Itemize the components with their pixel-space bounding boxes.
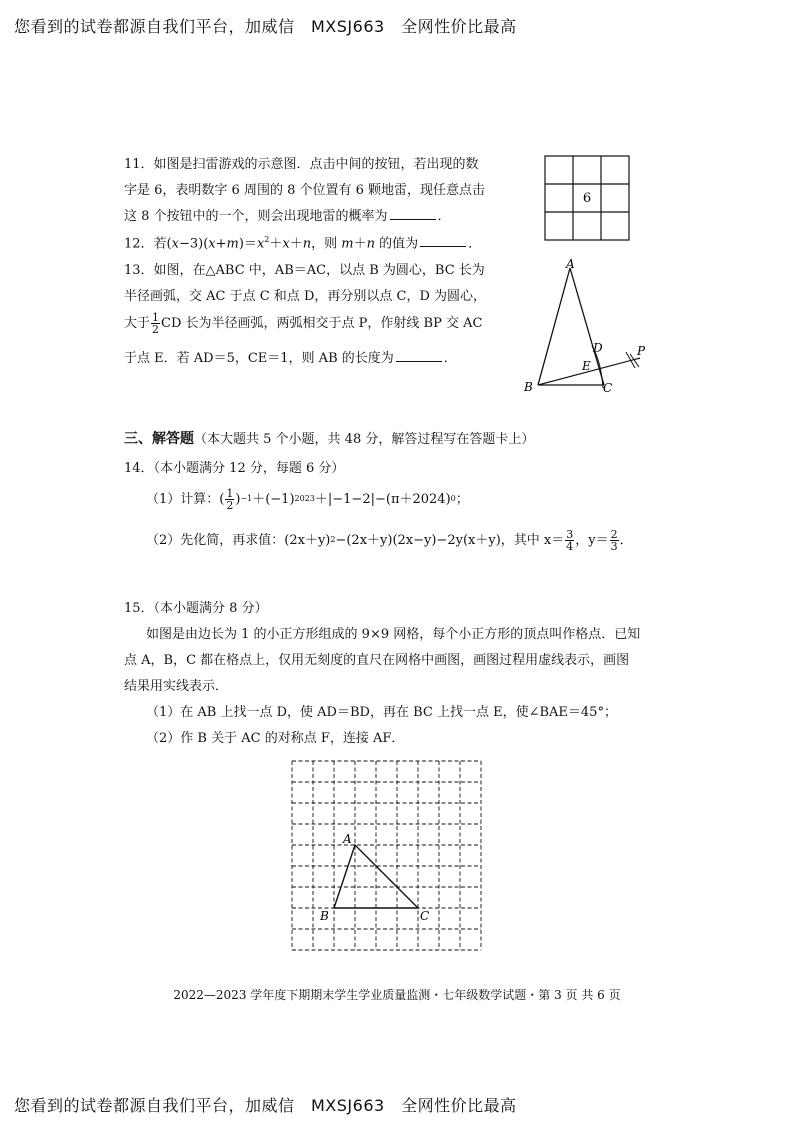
q13-line3	[124, 310, 482, 336]
q14-p1-exp2: 2023	[294, 494, 315, 503]
q12-n: n	[302, 236, 312, 252]
q12-mid3: )＝	[238, 236, 257, 252]
q14-p1-end: ；	[455, 491, 469, 507]
q15-sub1: （1）在 AB 上找一点 D，使 AD＝BD，再在 BC 上找一点 E，使∠BAE＝45°；	[146, 705, 617, 720]
q13-line3-post: CD 长为半径画弧，两弧相交于点 P，作射线 BP 交 AC	[161, 315, 483, 331]
section3-title: 三、解答题	[124, 431, 194, 447]
triangle-figure	[518, 256, 658, 402]
page-footer: 2022—2023 学年度下期期末学生学业质量监测・七年级数学试题・第 3 页 共 6 页	[173, 988, 621, 1002]
section3-note: （本大题共 5 个小题，共 48 分，解答过程写在答题卡上）	[194, 432, 535, 447]
q12-x2: x	[208, 236, 216, 252]
q14-p1-post: ＋|−1−2|−(π＋2024)	[314, 491, 451, 507]
q14-p2-f2-den: 3	[610, 539, 618, 553]
q14-p1-mid: ＋(−1)	[252, 491, 295, 507]
q12-m2: m	[341, 236, 354, 252]
q15-sub2: （2）作 B 关于 AC 的对称点 F，连接 AF．	[146, 731, 405, 746]
q12-x: x	[171, 236, 179, 252]
q14-p1-fraction	[225, 488, 234, 511]
q15-header: 15．（本小题满分 8 分）	[124, 601, 268, 616]
q11-line3-end: ．	[437, 209, 451, 224]
grid-label-A: A	[343, 832, 352, 846]
q14-p1-pre: （1）计算：(	[146, 491, 225, 507]
q12-mid5: ＋	[289, 236, 303, 252]
q13-line4-text: 于点 E．若 AD＝5，CE＝1，则 AB 的长度为	[124, 351, 394, 366]
q13-line4-end: ．	[443, 351, 457, 366]
q11-line3	[124, 210, 451, 223]
q13-line1: 13．如图，在△ABC 中，AB＝AC，以点 B 为圆心，BC 长为	[124, 263, 485, 278]
q14-part2	[146, 523, 633, 557]
q12-x4: x	[282, 236, 290, 252]
bottom-banner: 您看到的试卷都源自我们平台，加威信 MXSJ663 全网性价比最高	[14, 1096, 517, 1115]
q13-line2: 半径画弧，交 AC 于点 C 和点 D，再分别以点 C，D 为圆心，	[124, 289, 487, 304]
q11-answer-blank[interactable]	[390, 218, 436, 220]
q14-p1-close-paren: )	[235, 491, 241, 507]
q12-end: ．	[468, 236, 482, 252]
top-banner: 您看到的试卷都源自我们平台，加威信 MXSJ663 全网性价比最高	[14, 17, 517, 36]
q15-line2: 点 A，B，C 都在格点上，仅用无刻度的直尺在网格中画图，画图过程用虚线表示，画图	[124, 653, 630, 668]
grid-label-B: B	[320, 909, 329, 923]
q14-p2-pre: （2）先化简，再求值：(2x＋y)	[146, 532, 331, 548]
q14-p1-exp3: 0	[450, 494, 456, 503]
q14-p1-frac-num: 1	[226, 486, 234, 500]
q14-p2-fraction2	[610, 529, 619, 552]
q13-frac-num: 1	[152, 310, 160, 324]
triangle-construction-icon	[518, 256, 658, 398]
q14-p1-exp1: −1	[240, 494, 253, 503]
square-grid-icon	[288, 757, 488, 957]
minesweeper-grid-icon	[544, 155, 630, 241]
q14-p2-sep: ，y＝	[575, 532, 609, 548]
q14-header: 14．（本小题满分 12 分，每题 6 分）	[124, 461, 345, 476]
q12-m: m	[226, 236, 239, 252]
q14-p2-f1-num: 3	[566, 527, 574, 541]
q13-answer-blank[interactable]	[396, 360, 442, 362]
q13-line4	[124, 352, 457, 365]
q14-p2-exp: 2	[330, 535, 336, 544]
grid-figure	[288, 757, 488, 961]
q11-line1: 11．如图是扫雷游戏的示意图．点击中间的按钮，若出现的数	[124, 157, 479, 172]
q14-p1-frac-den: 2	[226, 498, 234, 512]
tri-label-B: B	[524, 380, 533, 394]
q15-line3: 结果用实线表示．	[124, 679, 229, 694]
q12-line	[124, 236, 481, 250]
tri-label-D: D	[593, 341, 603, 355]
q12-mid7: ＋	[353, 236, 367, 252]
section3-heading	[124, 428, 534, 448]
tri-label-A: A	[566, 257, 575, 271]
minesweeper-center-number: 6	[582, 191, 592, 206]
q11-line3-text: 这 8 个按钮中的一个，则会出现地雷的概率为	[124, 209, 388, 224]
q14-p2-fraction1	[565, 529, 574, 552]
q14-part1	[146, 482, 469, 516]
q12-square: 2	[264, 235, 270, 244]
q14-p2-mid: −(2x＋y)(2x−y)−2y(x＋y)，其中 x＝	[335, 532, 565, 548]
q12-prefix: 12．若(	[124, 236, 172, 252]
q12-mid4: ＋	[269, 236, 283, 252]
grid-label-C: C	[420, 909, 430, 923]
minesweeper-figure	[544, 155, 630, 245]
q12-n2: n	[366, 236, 375, 252]
tri-label-C: C	[603, 381, 613, 395]
q14-p2-f2-num: 2	[610, 527, 618, 541]
q12-mid1: −3)(	[178, 236, 209, 252]
q12-mid6: ，则	[311, 236, 342, 252]
q12-mid2: +	[215, 236, 227, 252]
tri-label-E: E	[582, 359, 591, 373]
q11-line2: 字是 6，表明数字 6 周围的 8 个位置有 6 颗地雷，现任意点击	[124, 183, 486, 198]
q13-frac-den: 2	[152, 322, 160, 336]
q12-suffix: 的值为	[374, 236, 419, 252]
q13-line3-pre: 大于	[124, 315, 151, 331]
q14-p2-f1-den: 4	[566, 539, 574, 553]
q14-p2-end: ．	[619, 532, 633, 548]
q15-line1: 如图是由边长为 1 的小正方形组成的 9×9 网格，每个小正方形的顶点叫作格点．已知	[146, 627, 641, 642]
q12-answer-blank[interactable]	[420, 245, 466, 247]
q13-fraction	[151, 312, 160, 335]
tri-label-P: P	[637, 344, 646, 358]
q12-x3: x	[256, 236, 265, 252]
